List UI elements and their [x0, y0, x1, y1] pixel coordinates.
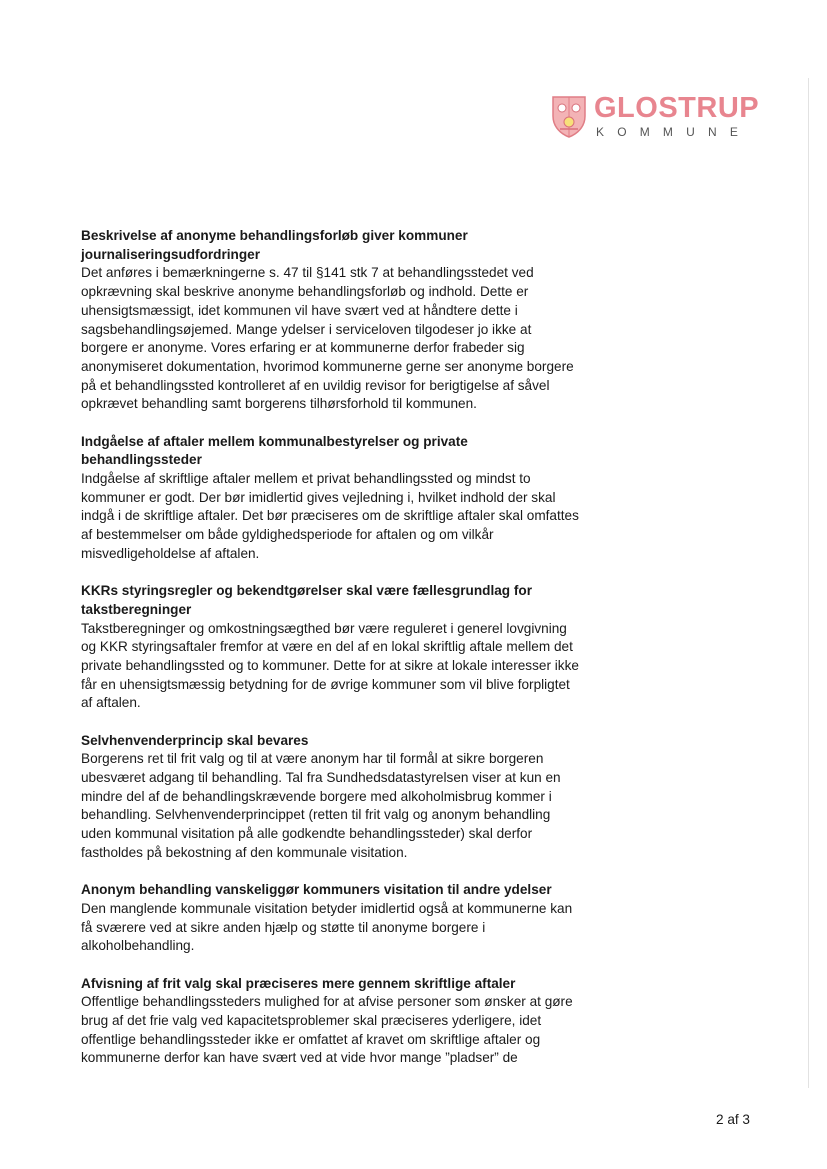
- section-free-choice-rejection: [81, 975, 581, 1069]
- section-kkr-rates: [81, 582, 581, 713]
- section-body: Takstberegninger og omkostningsægthed bør være reguleret i generel lovgivning og KKR styringsaftaler fremfor at være en del af en lokal skriftlig aftale mellem det private behandlingssted og to kommuner. Dette for at sikre at lokale interesser ikke får en uhensigtsmæssig betydning for de øvrige kommuner som vil blive forpligtet af aftalen.: [81, 620, 579, 711]
- section-body: Offentlige behandlingssteders mulighed for at afvise personer som ønsker at gøre brug af det frie valg ved kapacitetsproblemer skal præciseres yderligere, idet offentlige behandlingssteder ikke er omfattet af kravet om skriftlige aftaler og kommunerne derfor kan have svært ved at vide hvor mange ”pladser” de: [81, 994, 573, 1066]
- section-self-referral: [81, 732, 581, 863]
- logo-name: GLOSTRUP: [594, 92, 760, 124]
- section-body: Borgerens ret til frit valg og til at være anonym har til formål at sikre borgeren ubesværet adgang til behandling. Tal fra Sundhedsdatastyrelsen viser at kun en mindre del af de behandlingskrævende borgere med alkoholmisbrug kommer i behandling. Selvhenvenderprincippet (retten til frit valg og anonym behandling uden kommunal visitation på alle godkendte behandlingssteder) skal derfor fastholdes på bekostning af den kommunale visitation.: [81, 751, 561, 860]
- document-body: [81, 227, 581, 1087]
- section-heading: Selvhenvenderprincip skal bevares: [81, 732, 309, 748]
- section-body: Indgåelse af skriftlige aftaler mellem et privat behandlingssted og mindst to kommuner er godt. Der bør imidlertid gives vejledning i, hvilket indhold der skal indgå i de skriftlige aftaler. Det bør præciseres om de skriftlige aftaler skal omfattes af bestemmelser om både gyldighedsperiode for aftalen og om vilkår misvedligeholdelse af aftalen.: [81, 471, 579, 561]
- section-agreements: [81, 433, 581, 564]
- section-heading: KKRs styringsregler og bekendtgørelser skal være fællesgrundlag for takstberegninger: [81, 583, 532, 617]
- glostrup-crest-icon: [550, 94, 588, 138]
- section-body: Den manglende kommunale visitation betyder imidlertid også at kommunerne kan få sværere ved at sikre anden hjælp og støtte til anonyme borgere i alkoholbehandling.: [81, 900, 573, 954]
- page-edge-line: [808, 78, 809, 1088]
- section-heading: Indgåelse af aftaler mellem kommunalbestyrelser og private behandlingssteder: [81, 433, 468, 468]
- section-heading: Afvisning af frit valg skal præciseres mere gennem skriftlige aftaler: [81, 975, 516, 991]
- section-anonymous-visitation: [81, 881, 581, 956]
- section-anonymous-documentation: [81, 227, 581, 414]
- logo-subtitle: KOMMUNE: [596, 125, 752, 139]
- page-number: 2 af 3: [715, 1112, 750, 1127]
- section-heading: Anonym behandling vanskeliggør kommuners visitation til andre ydelser: [81, 882, 552, 898]
- glostrup-logo: [550, 94, 759, 139]
- section-heading: Beskrivelse af anonyme behandlingsforløb giver kommuner journaliseringsudfordringer: [81, 228, 468, 262]
- section-body: Det anføres i bemærkningerne s. 47 til §141 stk 7 at behandlingsstedet ved opkrævning skal beskrive anonyme behandlingsforløb og indhold. Dette er uhensigtsmæssigt, idet kommunen vil have svært ved at håndtere dette i sagsbehandlingsøjemed. Mange ydelser i serviceloven tilgodeser jo ikke at borgere er anonyme. Vores erfaring er at kommunerne derfor frabeder sig anonymiseret dokumentation, hvorimod kommunerne gerne ser anonyme borgere på et behandlingssted kontrolleret af en uvildig revisor for berigtigelse af såvel opkrævet behandling samt borgerens tilhørsforhold til kommunen.: [81, 265, 574, 412]
